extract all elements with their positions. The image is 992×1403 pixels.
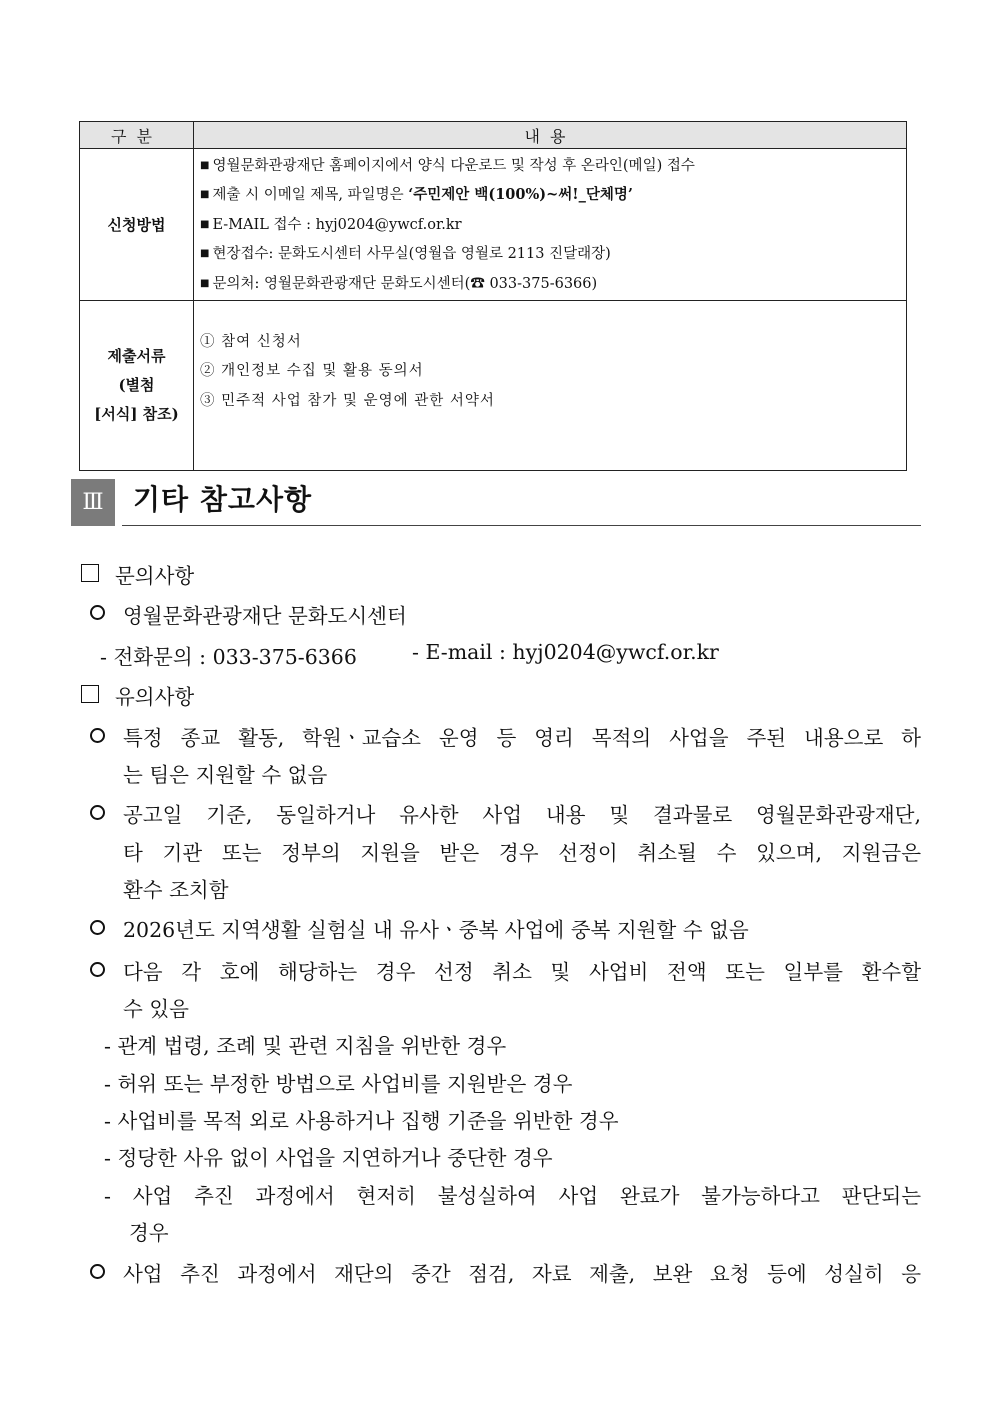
- note-4-line-1: 다음 각 호에 해당하는 경우 선정 취소 및 사업비 전액 또는 일부를 환수할: [123, 960, 921, 984]
- note-4-dash-4: - 정당한 사유 없이 사업을 지연하거나 중단한 경우: [104, 1146, 553, 1170]
- checkbox-square-icon: [81, 685, 99, 703]
- documents-label: 제출서류 (별첨 [서식] 참조): [80, 300, 194, 470]
- method-label: 신청방법: [80, 149, 194, 301]
- note-2-line-3: 환수 조치함: [123, 878, 229, 902]
- section-title: 기타 참고사항: [133, 483, 313, 516]
- method-item: ■ 제출 시 이메일 제목, 파일명은 ‘주민제안 백(100%)~써!_단체명’: [200, 186, 633, 204]
- method-item: ■ 영월문화관광재단 홈페이지에서 양식 다운로드 및 작성 후 온라인(메일) 접수: [200, 158, 695, 174]
- circle-bullet-icon: [90, 920, 105, 935]
- table-row-documents: [80, 300, 907, 470]
- note-4-line-2: 수 있음: [123, 997, 189, 1021]
- note-1-line-1: 특정 종교 활동, 학원ㆍ교습소 운영 등 영리 목적의 사업을 주된 내용으로 하: [123, 726, 921, 750]
- section-number: Ⅲ: [71, 479, 115, 526]
- application-table: [79, 121, 907, 471]
- method-item: ■ E-MAIL 접수 : hyj0204@ywcf.or.kr: [200, 216, 462, 233]
- inquiry-org: 영월문화관광재단 문화도시센터: [123, 604, 407, 628]
- method-content: [194, 149, 907, 301]
- document-item: ② 개인정보 수집 및 활용 동의서: [200, 363, 424, 380]
- note-1-line-2: 는 팀은 지원할 수 없음: [123, 763, 328, 787]
- bullet-square-icon: ■: [200, 160, 210, 171]
- note-4-dash-1: - 관계 법령, 조례 및 관련 지침을 위반한 경우: [104, 1034, 507, 1058]
- note-3: 2026년도 지역생활 실험실 내 유사ㆍ중복 사업에 중복 지원할 수 없음: [123, 918, 749, 942]
- notes-heading: 유의사항: [115, 685, 195, 709]
- circle-bullet-icon: [90, 728, 105, 743]
- inquiry-email: - E-mail : hyj0204@ywcf.or.kr: [412, 640, 719, 664]
- inquiry-phone: - 전화문의 : 033-375-6366: [100, 645, 357, 669]
- inquiry-heading: 문의사항: [115, 564, 195, 588]
- document-item: ① 참여 신청서: [200, 333, 302, 350]
- bullet-square-icon: ■: [200, 248, 210, 260]
- note-4-dash-2: - 허위 또는 부정한 방법으로 사업비를 지원받은 경우: [104, 1072, 573, 1096]
- note-4-dash-5-line-2: 경우: [129, 1221, 169, 1245]
- circle-bullet-icon: [90, 962, 105, 977]
- bullet-square-icon: ■: [200, 277, 210, 289]
- filename-rule: ‘주민제안 백(100%)~써!_단체명’: [408, 186, 633, 204]
- note-2-line-2: 타 기관 또는 정부의 지원을 받은 경우 선정이 취소될 수 있으며, 지원금은: [123, 841, 921, 865]
- bullet-square-icon: ■: [200, 189, 210, 201]
- checkbox-square-icon: [81, 564, 99, 582]
- circle-bullet-icon: [90, 1264, 105, 1279]
- note-4-dash-3: - 사업비를 목적 외로 사용하거나 집행 기준을 위반한 경우: [104, 1109, 619, 1133]
- circle-bullet-icon: [90, 805, 105, 820]
- note-2-line-1: 공고일 기준, 동일하거나 유사한 사업 내용 및 결과물로 영월문화관광재단,: [123, 803, 921, 827]
- method-item: ■ 문의처: 영월문화관광재단 문화도시센터(☎ 033-375-6366): [200, 275, 598, 292]
- bullet-square-icon: ■: [200, 218, 210, 230]
- circle-bullet-icon: [90, 605, 105, 620]
- section-divider: [122, 525, 921, 526]
- documents-content: [194, 300, 907, 470]
- header-content: 내용: [194, 122, 907, 149]
- table-row-method: [80, 149, 907, 301]
- table-header-row: [80, 122, 907, 149]
- document-item: ③ 민주적 사업 참가 및 운영에 관한 서약서: [200, 392, 495, 409]
- note-5: 사업 추진 과정에서 재단의 중간 점검, 자료 제출, 보완 요청 등에 성실히 응: [123, 1262, 921, 1286]
- header-category: 구분: [80, 122, 194, 149]
- note-4-dash-5-line-1: - 사업 추진 과정에서 현저히 불성실하여 사업 완료가 불가능하다고 판단되는: [104, 1184, 921, 1208]
- method-item: ■ 현장접수: 문화도시센터 사무실(영월읍 영월로 2113 진달래장): [200, 246, 611, 263]
